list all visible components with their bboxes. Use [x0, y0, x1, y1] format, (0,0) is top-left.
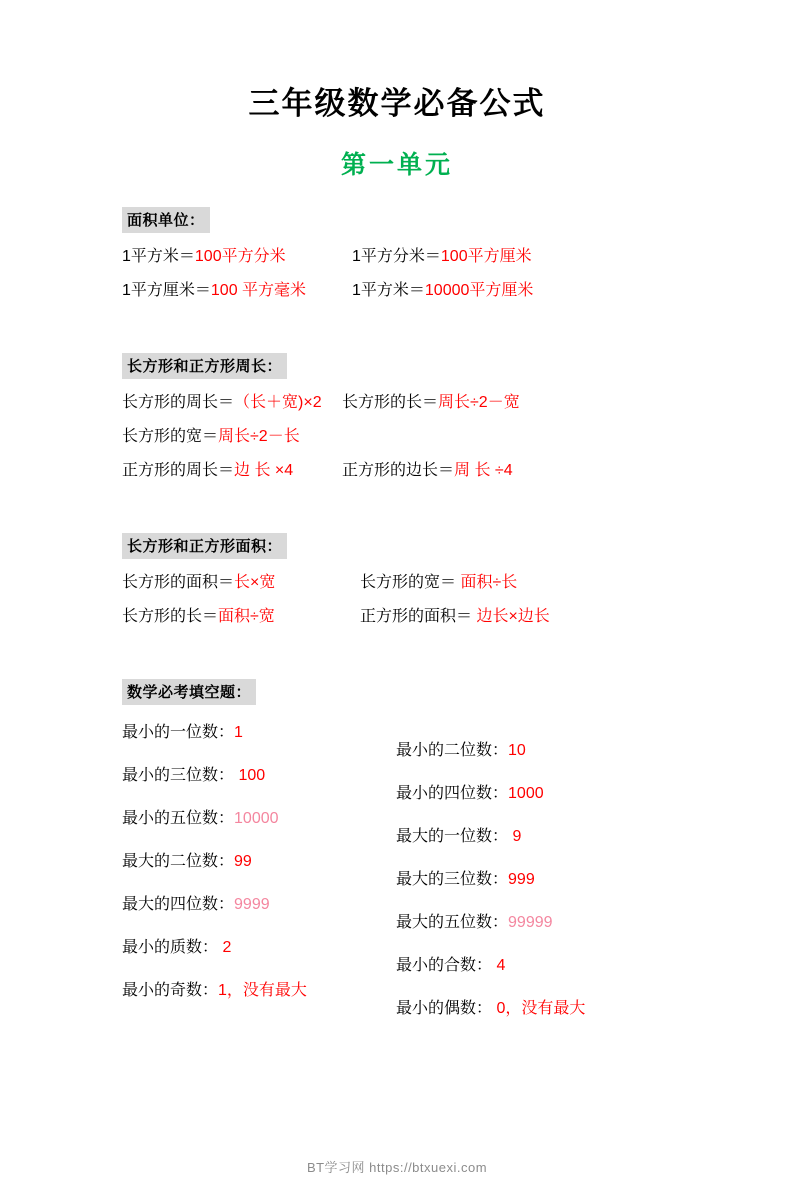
fill-item — [122, 848, 360, 871]
document-page — [0, 78, 794, 1200]
fill-column-right — [360, 719, 585, 1038]
fill-answer: 4 — [496, 957, 506, 974]
formula-cell — [342, 571, 517, 595]
formula-cell — [60, 605, 342, 629]
section-perimeter — [60, 353, 734, 483]
formula-cell — [60, 459, 342, 483]
formula-label: 长方形的面积＝ — [122, 574, 235, 591]
formula-label: 1平方米＝ — [122, 248, 195, 265]
fill-item — [122, 891, 360, 914]
fill-label: 最小的二位数： — [396, 742, 509, 759]
fill-answer: 9999 — [234, 896, 270, 913]
fill-item — [396, 909, 585, 932]
fill-item — [122, 977, 360, 1000]
formula-label: 1平方分米＝ — [352, 248, 441, 265]
fill-column-left — [60, 719, 360, 1038]
fill-answer: 9 — [512, 828, 522, 845]
formula-cell — [60, 571, 342, 595]
section-area-units — [60, 207, 734, 303]
fill-item — [396, 866, 585, 889]
formula-answer: （长＋宽)×2 — [234, 394, 322, 411]
fill-answer: 100 — [238, 767, 266, 784]
formula-label: 1平方厘米＝ — [122, 282, 211, 299]
fill-answer: 1，没有最大 — [218, 982, 307, 999]
formula-label: 正方形的面积＝ — [360, 608, 477, 625]
section-rows — [60, 571, 734, 629]
fill-label: 最大的四位数： — [122, 896, 235, 913]
formula-cell — [342, 605, 550, 629]
fill-answer: 0，没有最大 — [496, 1000, 586, 1017]
formula-cell — [342, 459, 513, 483]
formula-cell — [60, 425, 342, 449]
fill-label: 最小的质数： — [122, 939, 223, 956]
section-fill-in-blanks — [60, 679, 734, 1038]
formula-cell — [60, 245, 352, 269]
fill-item — [122, 934, 360, 957]
fill-label: 最小的四位数： — [396, 785, 509, 802]
formula-row — [60, 459, 734, 483]
fill-label: 最大的五位数： — [396, 914, 509, 931]
formula-cell — [352, 245, 532, 269]
fill-answer: 1 — [234, 724, 243, 741]
formula-cell — [352, 279, 533, 303]
formula-answer: 边长×边长 — [476, 608, 550, 625]
fill-answer: 10 — [508, 742, 526, 759]
fill-answer: 99 — [234, 853, 252, 870]
fill-label: 最大的一位数： — [396, 828, 513, 845]
formula-label: 长方形的周长＝ — [122, 394, 235, 411]
fill-label: 最小的一位数： — [122, 724, 235, 741]
formula-row — [60, 245, 734, 269]
fill-item — [396, 780, 585, 803]
fill-label: 最小的五位数： — [122, 810, 235, 827]
formula-label: 正方形的边长＝ — [342, 462, 455, 479]
fill-answer: 2 — [222, 939, 232, 956]
section-rows — [60, 245, 734, 303]
formula-label: 长方形的长＝ — [342, 394, 439, 411]
formula-label: 正方形的周长＝ — [122, 462, 235, 479]
fill-answer: 99999 — [508, 914, 553, 931]
fill-label: 最小的偶数： — [396, 1000, 497, 1017]
fill-answer: 999 — [508, 871, 535, 888]
section-heading: 长方形和正方形面积： — [122, 533, 287, 559]
formula-answer: 长×宽 — [234, 574, 276, 591]
formula-row — [60, 279, 734, 303]
fill-item — [396, 823, 585, 846]
fill-label: 最小的合数： — [396, 957, 497, 974]
fill-answer: 10000 — [234, 810, 279, 827]
formula-answer: 周 长 ÷4 — [454, 462, 513, 479]
formula-label: 长方形的长＝ — [122, 608, 219, 625]
formula-label: 长方形的宽＝ — [122, 428, 219, 445]
section-rows — [60, 391, 734, 483]
fill-item — [396, 737, 585, 760]
formula-answer: 10000平方厘米 — [424, 282, 534, 299]
fill-label: 最小的奇数： — [122, 982, 219, 999]
formula-answer: 100平方厘米 — [440, 248, 532, 265]
section-area — [60, 533, 734, 629]
formula-answer: 周长÷2－宽 — [438, 394, 520, 411]
formula-label: 长方形的宽＝ — [360, 574, 461, 591]
formula-row — [60, 571, 734, 595]
fill-item — [396, 952, 585, 975]
formula-answer: 面积÷宽 — [218, 608, 275, 625]
formula-cell — [60, 391, 342, 415]
formula-label: 1平方米＝ — [352, 282, 425, 299]
formula-answer: 面积÷长 — [460, 574, 518, 591]
formula-answer: 100平方分米 — [194, 248, 286, 265]
formula-row — [60, 605, 734, 629]
fill-item — [122, 805, 360, 828]
footer-watermark: BT学习网 https://btxuexi.com — [306, 1160, 488, 1175]
fill-item — [396, 995, 585, 1018]
unit-title: 第一单元 — [340, 152, 453, 179]
section-heading: 长方形和正方形周长： — [122, 353, 287, 379]
section-heading: 面积单位： — [122, 207, 210, 233]
formula-cell — [342, 391, 520, 415]
fill-label: 最大的三位数： — [396, 871, 509, 888]
fill-item — [122, 762, 360, 785]
formula-answer: 周长÷2－长 — [218, 428, 300, 445]
formula-answer: 100 平方毫米 — [210, 282, 307, 299]
formula-row — [60, 425, 734, 449]
formula-answer: 边 长 ×4 — [234, 462, 294, 479]
formula-row — [60, 391, 734, 415]
fill-label: 最小的三位数： — [122, 767, 239, 784]
fill-columns — [60, 719, 734, 1038]
fill-label: 最大的二位数： — [122, 853, 235, 870]
page-title: 三年级数学必备公式 — [248, 86, 546, 121]
section-heading: 数学必考填空题： — [122, 679, 256, 705]
fill-answer: 1000 — [508, 785, 544, 802]
fill-item — [122, 719, 360, 742]
formula-cell — [60, 279, 352, 303]
